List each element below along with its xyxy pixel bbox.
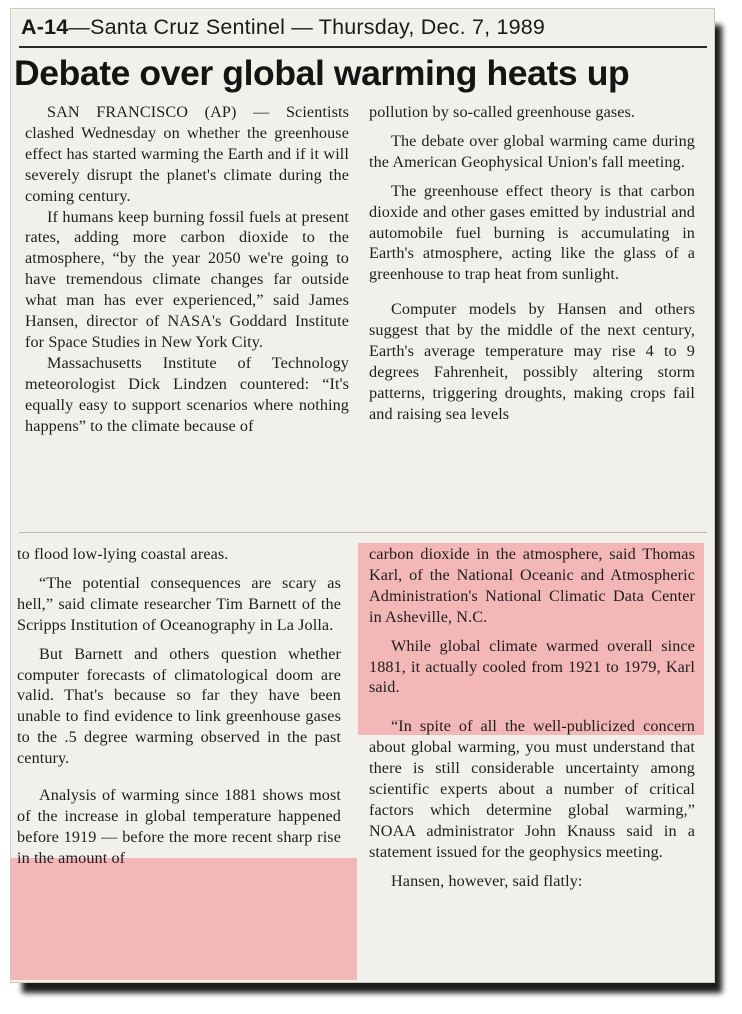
dateline <box>21 15 705 45</box>
paragraph-highlighted: Analysis of warming since 1881 shows most of the increase in global temperature happened before 1919 — before the more recent sharp rise in the amount of <box>17 786 341 867</box>
column-3 <box>17 544 341 877</box>
column-1 <box>25 102 349 437</box>
page-number: A-14 <box>21 15 69 39</box>
paragraph: pollution by so-called greenhouse gases. <box>369 103 636 121</box>
paragraph: Hansen, however, said flatly: <box>391 871 583 890</box>
paragraph-highlighted: While global climate warmed overall since 1881, it actually cooled from 1921 to 1979, Karl said. <box>369 636 695 697</box>
paragraph: The greenhouse effect theory is that carbon dioxide and other gases emitted by industrial and automobile fuel burning is accumulating in Earth's atmosphere, acting like the glass of a greenhouse to trap heat from sunlight. <box>369 181 695 284</box>
paragraph-highlighted: carbon dioxide in the atmosphere, said Thomas Karl, of the National Oceanic and Atmospheric Administration's National Climatic Data Center in Asheville, N.C. <box>369 545 695 626</box>
paragraph: The debate over global warming came during the American Geophysical Union's fall meeting. <box>369 131 695 171</box>
newspaper-clipping <box>10 8 715 983</box>
paragraph: Massachusetts Institute of Technology meteorologist Dick Lindzen countered: “It's equally easy to support scenarios where nothing happens” to the climate because of <box>25 353 349 435</box>
top-rule <box>19 46 707 48</box>
section-divider <box>19 532 707 533</box>
paragraph: Computer models by Hansen and others suggest that by the middle of the next century, Earth's average temperature may rise 4 to 9 degrees Fahrenheit, possibly altering storm patterns, triggering droughts, making crops fail and raising sea levels <box>369 300 695 423</box>
paragraph: to flood low-lying coastal areas. <box>17 545 229 563</box>
headline: Debate over global warming heats up <box>14 53 630 93</box>
column-2 <box>369 102 695 433</box>
paragraph: SAN FRANCISCO (AP) — Scientists clashed Wednesday on whether the greenhouse effect has started warming the Earth and if it will severely disrupt the planet's climate during the coming century. <box>25 103 349 205</box>
dateline-text: —Santa Cruz Sentinel — Thursday, Dec. 7, 1989 <box>68 15 546 39</box>
paragraph: “In spite of all the well-publicized concern about global warming, you must understand that there is still considerable uncertainty among scientific experts about a number of critical factors which determine global warming,” NOAA administrator John Knauss said in a statement issued for the geophysics meeting. <box>369 717 695 861</box>
column-4 <box>369 544 695 900</box>
paragraph: “The potential consequences are scary as hell,” said climate researcher Tim Barnett of the Scripps Institution of Oceanography in La Jolla. <box>17 573 341 634</box>
paragraph: If humans keep burning fossil fuels at present rates, adding more carbon dioxide to the atmosphere, “by the year 2050 we're going to have tremendous climate changes far outside what man has ever experienced,” said James Hansen, director of NASA's Goddard Institute for Space Studies in New York City. <box>25 207 349 351</box>
paragraph: But Barnett and others question whether computer forecasts of climatological doom are valid. That's because so far they have been unable to find evidence to link greenhouse gases to the .5 degree warming observed in the past century. <box>17 644 341 768</box>
